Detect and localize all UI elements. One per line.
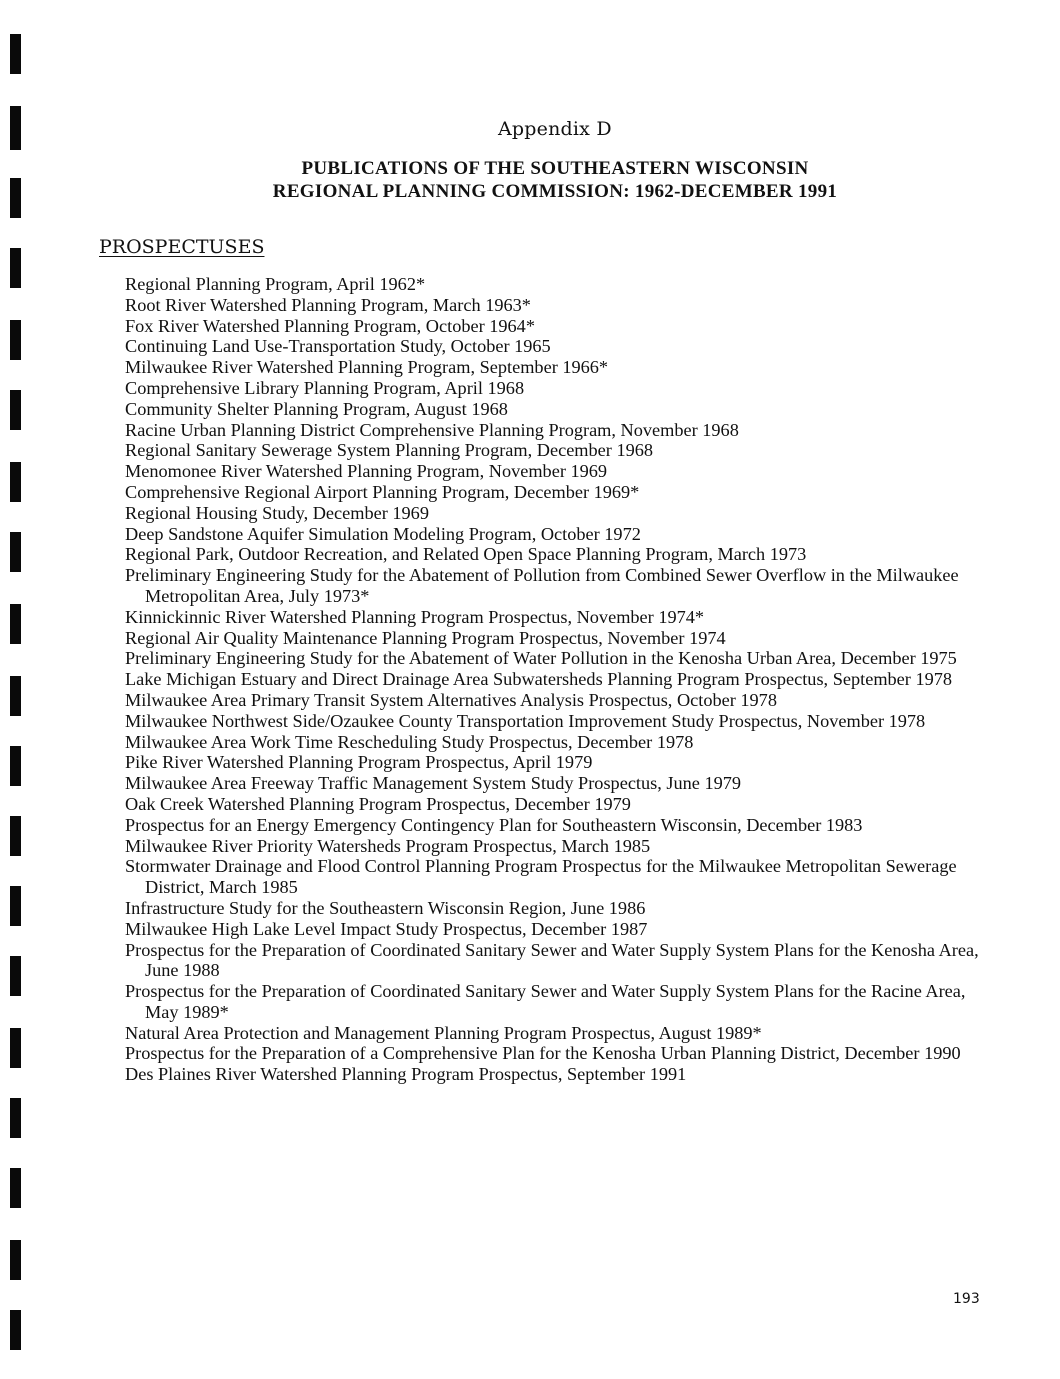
binding-mark: [10, 746, 21, 786]
list-item: Milwaukee Area Primary Transit System Alternatives Analysis Prospectus, October 1978: [125, 689, 777, 710]
list-item: Pike River Watershed Planning Program Prospectus, April 1979: [125, 752, 593, 773]
list-item: Milwaukee High Lake Level Impact Study Prospectus, December 1987: [125, 918, 648, 939]
list-item: Deep Sandstone Aquifer Simulation Modeling Program, October 1972: [125, 523, 641, 544]
list-item: Regional Park, Outdoor Recreation, and Related Open Space Planning Program, March 1973: [125, 544, 807, 565]
binding-mark: [10, 1028, 21, 1068]
list-item: Milwaukee River Priority Watersheds Program Prospectus, March 1985: [125, 835, 651, 856]
binding-mark: [10, 248, 21, 288]
list-item: Prospectus for the Preparation of a Comprehensive Plan for the Kenosha Urban Planning District, December 1990: [125, 1043, 961, 1064]
binding-mark: [10, 956, 21, 996]
list-item: Continuing Land Use-Transportation Study, October 1965: [125, 336, 551, 357]
list-item: Prospectus for the Preparation of Coordinated Sanitary Sewer and Water Supply System Plans for the Racine Area, May 1989*: [125, 981, 966, 1022]
binding-mark: [10, 532, 21, 572]
publication-list: [125, 274, 995, 1085]
list-item: Racine Urban Planning District Comprehensive Planning Program, November 1968: [125, 419, 739, 440]
list-item: Prospectus for the Preparation of Coordinated Sanitary Sewer and Water Supply System Plans for the Kenosha Area, June 1988: [125, 939, 979, 981]
page-title-line-1: PUBLICATIONS OF THE SOUTHEASTERN WISCONSIN: [301, 158, 809, 179]
binding-mark: [10, 1168, 21, 1208]
list-item: Oak Creek Watershed Planning Program Prospectus, December 1979: [125, 793, 631, 814]
list-item: Lake Michigan Estuary and Direct Drainage Area Subwatersheds Planning Program Prospectus, September 1978: [125, 669, 953, 690]
binding-mark: [10, 676, 21, 716]
binding-mark: [10, 816, 21, 856]
binding-mark: [10, 1240, 21, 1280]
list-item: Kinnickinnic River Watershed Planning Program Prospectus, November 1974*: [125, 606, 705, 627]
list-item: Milwaukee Area Freeway Traffic Management System Study Prospectus, June 1979: [125, 773, 742, 794]
list-item: Preliminary Engineering Study for the Abatement of Water Pollution in the Kenosha Urban Area, December 1975: [125, 648, 957, 669]
binding-mark: [10, 178, 21, 218]
list-item: Fox River Watershed Planning Program, October 1964*: [125, 315, 535, 336]
list-item: Infrastructure Study for the Southeastern Wisconsin Region, June 1986: [125, 897, 646, 918]
binding-mark: [10, 106, 21, 150]
list-item: Regional Housing Study, December 1969: [125, 502, 429, 523]
binding-mark: [10, 604, 21, 644]
list-item: Des Plaines River Watershed Planning Program Prospectus, September 1991: [125, 1064, 687, 1085]
list-item: Regional Planning Program, April 1962*: [125, 274, 426, 294]
page-title: [220, 157, 890, 203]
list-item: Community Shelter Planning Program, August 1968: [125, 398, 508, 419]
binding-mark: [10, 390, 21, 430]
list-item: Milwaukee Area Work Time Rescheduling Study Prospectus, December 1978: [125, 731, 694, 752]
page-number: 193: [953, 1291, 980, 1307]
list-item: Regional Air Quality Maintenance Planning Program Prospectus, November 1974: [125, 627, 726, 648]
list-item: Preliminary Engineering Study for the Abatement of Pollution from Combined Sewer Overflow in the Milwaukee Metropolitan Area, July 1973*: [125, 565, 959, 606]
list-item: Stormwater Drainage and Flood Control Planning Program Prospectus for the Milwaukee Metropolitan Sewerage District, March 1985: [125, 856, 957, 898]
section-heading: PROSPECTUSES: [99, 236, 265, 258]
list-item: Comprehensive Regional Airport Planning Program, December 1969*: [125, 481, 640, 502]
binding-mark: [10, 320, 21, 360]
list-item: Prospectus for an Energy Emergency Contingency Plan for Southeastern Wisconsin, December 1983: [125, 814, 863, 835]
binding-mark: [10, 886, 21, 926]
list-item: Root River Watershed Planning Program, March 1963*: [125, 294, 531, 315]
binding-marks: [0, 0, 40, 1379]
list-item: Milwaukee Northwest Side/Ozaukee County Transportation Improvement Study Prospectus, November 1978: [125, 710, 926, 731]
binding-mark: [10, 34, 21, 74]
list-item: Menomonee River Watershed Planning Program, November 1969: [125, 461, 608, 482]
binding-mark: [10, 1098, 21, 1138]
list-item: Milwaukee River Watershed Planning Program, September 1966*: [125, 357, 609, 378]
list-item: Comprehensive Library Planning Program, April 1968: [125, 377, 525, 398]
binding-mark: [10, 462, 21, 502]
appendix-label: Appendix D: [498, 118, 612, 140]
page-title-line-2: REGIONAL PLANNING COMMISSION: 1962-DECEMBER 1991: [272, 181, 838, 202]
list-item: Natural Area Protection and Management Planning Program Prospectus, August 1989*: [125, 1022, 762, 1043]
list-item: Regional Sanitary Sewerage System Planning Program, December 1968: [125, 440, 654, 461]
binding-mark: [10, 1310, 21, 1350]
